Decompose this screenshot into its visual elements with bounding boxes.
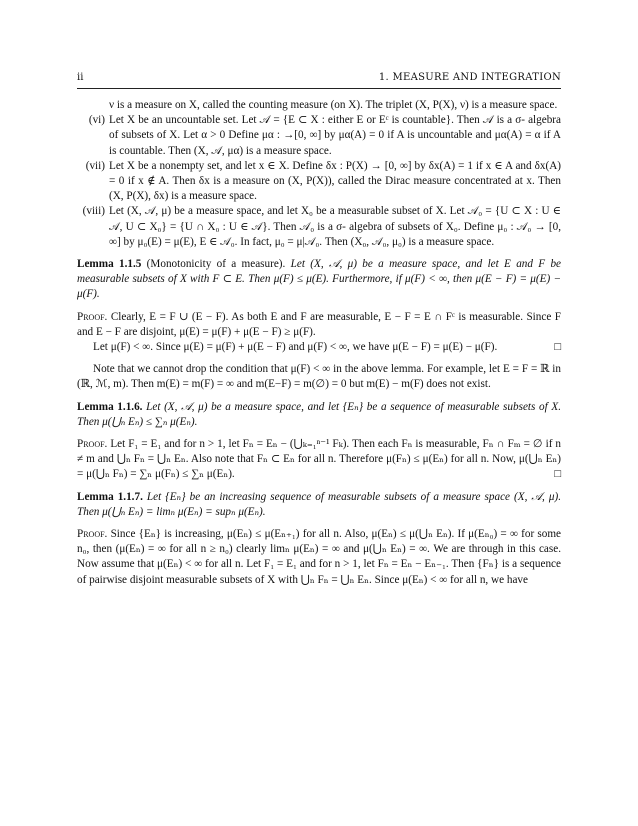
example-number: (vii) bbox=[85, 159, 105, 172]
proof-3 bbox=[77, 527, 561, 588]
page-body bbox=[77, 98, 561, 588]
example-continuation: ν is a measure on X, called the counting measure (on X). The triplet (X, P(X), ν) is a measure space. bbox=[109, 99, 558, 111]
example-vii bbox=[77, 159, 561, 205]
example-text: Let (X, 𝒜, μ) be a measure space, and let X₀ be a measurable subset of X. Let 𝒜₀ = {U ⊂ X : U ∈ 𝒜, U ⊂ X₀} = {U ∩ X₀ : U ∈ 𝒜}. Then 𝒜₀ is a σ- algebra of subsets of X₀. Define μ₀ : 𝒜₀ → [0, ∞] by μ₀(E) = μ(E), E ∈ 𝒜₀. In fact, μ₀ = μ|𝒜₀. Then (X₀, 𝒜₀, μ₀) is a measure space. bbox=[109, 205, 561, 248]
page-number: ii bbox=[77, 72, 84, 83]
lemma-statement: Let {Eₙ} be an increasing sequence of measurable subsets of a measure space (X, 𝒜, μ). Then μ(⋃ₙ Eₙ) = limₙ μ(Eₙ) = supₙ μ(Eₙ). bbox=[77, 490, 561, 518]
example-number: (viii) bbox=[82, 205, 105, 218]
example-text: Let X be a nonempty set, and let x ∈ X. Define δx : P(X) → [0, ∞] by δx(A) = 1 if x ∈ A and δx(A) = 0 if x ∉ A. Then δx is a measure on (X, P(X)), called the Dirac measure concentrated at x. Then (X, P(X), δx) is a measure space. bbox=[109, 159, 561, 203]
proof-1 bbox=[77, 310, 561, 356]
proof-2 bbox=[77, 437, 561, 483]
lemma-title: Lemma 1.1.6. bbox=[77, 400, 143, 413]
qed-symbol: □ bbox=[554, 341, 561, 354]
proof-text: Clearly, E = F ∪ (E − F). As both E and F are measurable, E − F = E ∩ Fᶜ is measurable. Since F and E − F are disjoint, μ(E) = μ(F) + μ(E − F) ≥ μ(F). bbox=[77, 310, 561, 338]
lemma-title: Lemma 1.1.5 bbox=[77, 258, 142, 271]
example-vi bbox=[77, 113, 561, 159]
proof-text: Let F₁ = E₁ and for n > 1, let Fₙ = Eₙ − (⋃ₖ₌₁ⁿ⁻¹ Fₖ). Then each Fₙ is measurable, Fₙ ∩ Fₘ = ∅ if n ≠ m and ⋃ₙ Fₙ = ⋃ₙ Eₙ. Also note that Fₙ ⊂ Eₙ for all n. Therefore μ(Fₙ) ≤ μ(Eₙ) for all n. Now, μ(⋃ₙ Eₙ) = μ(⋃ₙ Fₙ) = ∑ₙ μ(Fₙ) ≤ ∑ₙ μ(Eₙ). bbox=[77, 438, 561, 481]
proof-text-2 bbox=[77, 340, 561, 355]
lemma-title: Lemma 1.1.7. bbox=[77, 490, 143, 503]
proof-text: Since {Eₙ} is increasing, μ(Eₙ) ≤ μ(Eₙ₊₁) for all n. Also, μ(Eₙ) ≤ μ(⋃ₙ Eₙ). If μ(Eₙ₀) = ∞ for some n₀, then (μ(Eₙ) = ∞ for all n ≥ n₀) clearly limₙ μ(Eₙ) = ∞ and μ(⋃ₙ Eₙ) = ∞. We are through in this case. Now assume that μ(Eₙ) < ∞ for all n. Let F₁ = E₁ and for n > 1, let Fₙ = Eₙ − Eₙ₋₁. Then {Fₙ} is a sequence of pairwise disjoint measurable subsets of X with ⋃ₙ Fₙ = ⋃ₙ Eₙ. Since μ(Eₙ) < ∞ for all n, we have bbox=[77, 528, 561, 586]
example-number: (vi) bbox=[88, 114, 105, 127]
proof-label: Proof. bbox=[77, 310, 108, 323]
example-text: Let X be an uncountable set. Let 𝒜 = {E ⊂ X : either E or Eᶜ is countable}. Then 𝒜 is a σ- algebra of subsets of X. Let α > 0 Define μα : →[0, ∞] by μα(A) = 0 if A is uncountable and μα(A) = α if A is countable. Then (X, 𝒜, μα) is a measure space. bbox=[109, 114, 561, 157]
remark-paragraph: Note that we cannot drop the condition that μ(F) < ∞ in the above lemma. For example, let E = F = ℝ in (ℝ, ℳ, m). Then m(E) = m(F) = ∞ and m(E−F) = m(∅) = 0 but m(E) − m(F) does not exist. bbox=[77, 363, 561, 391]
proof-label: Proof. bbox=[77, 438, 108, 451]
chapter-title: 1. MEASURE AND INTEGRATION bbox=[378, 72, 561, 83]
lemma-note: (Monotonicity of a measure). bbox=[141, 258, 286, 271]
lemma-statement: Let (X, 𝒜, μ) be a measure space, and let {Eₙ} be a sequence of measurable subsets of X. Then μ(⋃ₙ Eₙ) ≤ ∑ₙ μ(Eₙ). bbox=[77, 400, 561, 428]
proof-text-2-content: Let μ(F) < ∞. Since μ(E) = μ(F) + μ(E − F) and μ(F) < ∞, we have μ(E − F) = μ(E) − μ(F). bbox=[93, 341, 498, 354]
running-header bbox=[77, 72, 561, 89]
lemma-statement: Let (X, 𝒜, μ) be a measure space, and let E and F be measurable subsets of X with F ⊂ E. Then μ(F) ≤ μ(E). Furthermore, if μ(F) < ∞, then μ(E − F) = μ(E) − μ(F). bbox=[77, 258, 562, 301]
qed-symbol: □ bbox=[554, 468, 561, 481]
proof-label: Proof. bbox=[77, 528, 108, 541]
lemma-1-1-5 bbox=[77, 257, 561, 303]
lemma-1-1-6 bbox=[77, 400, 561, 430]
example-viii bbox=[77, 204, 561, 250]
lemma-1-1-7 bbox=[77, 490, 561, 520]
